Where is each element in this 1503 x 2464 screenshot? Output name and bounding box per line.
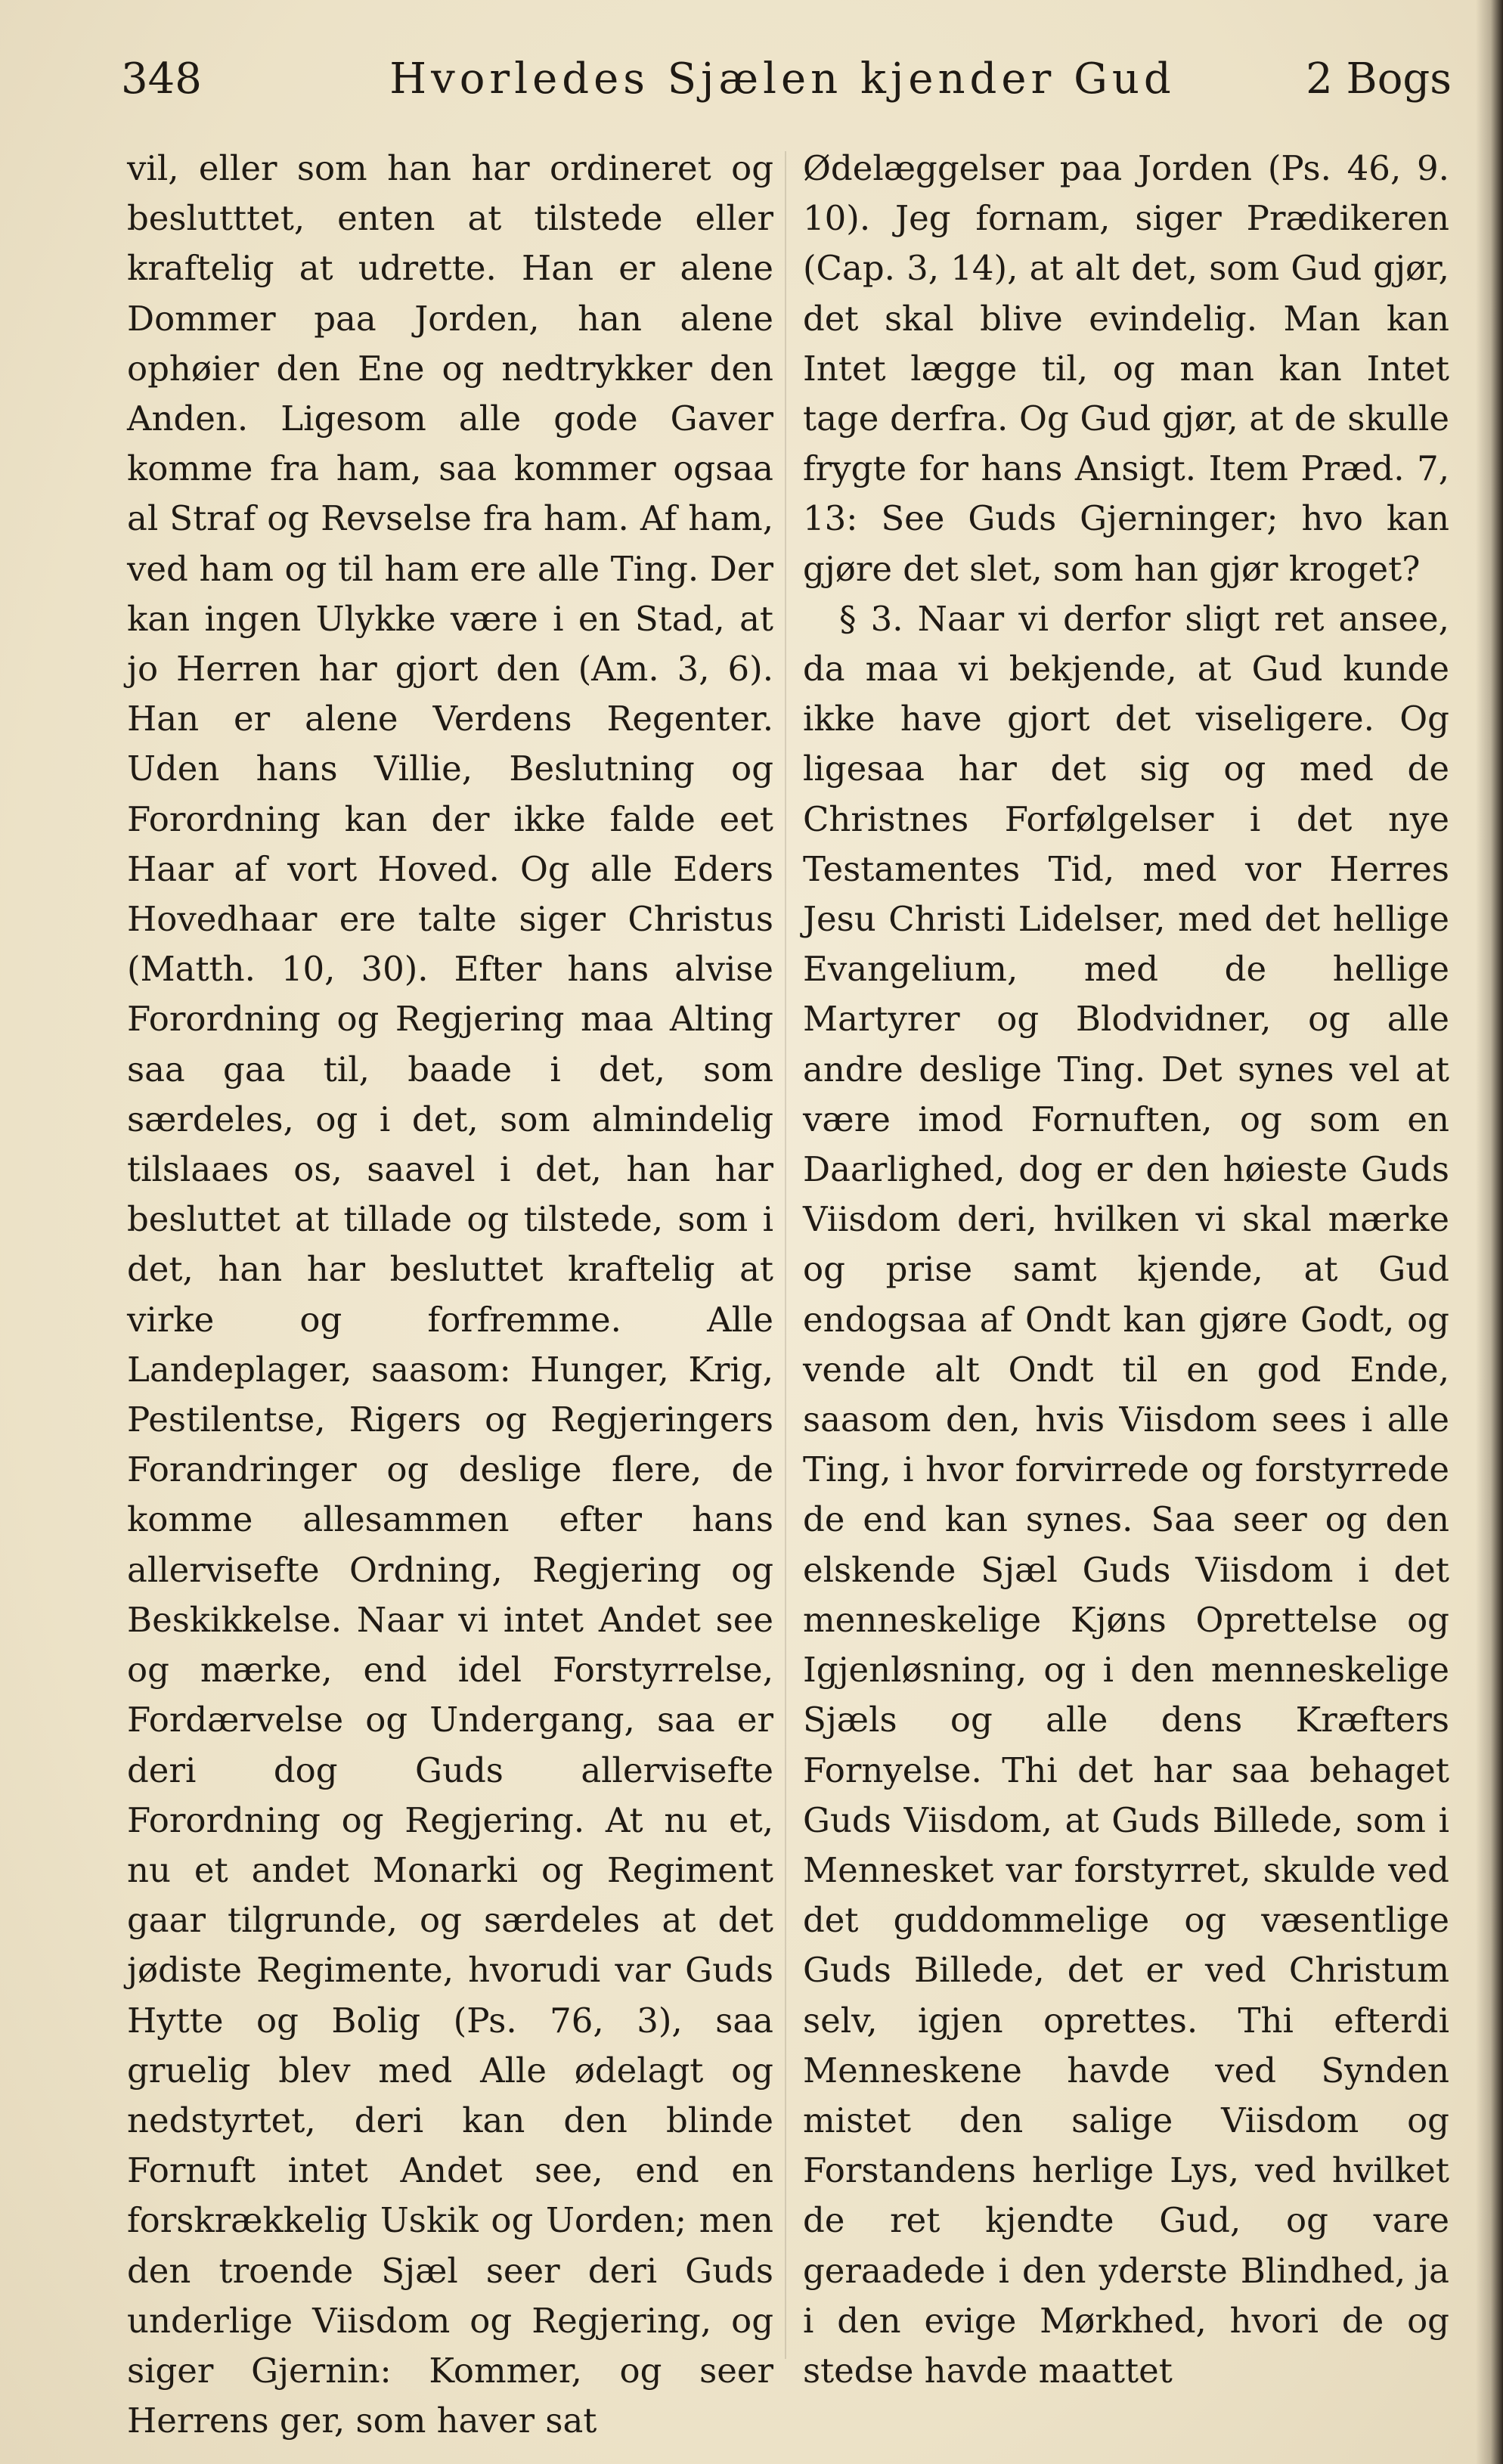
right-column-paragraph-2-text: Naar vi derfor sligt ret ansee, da maa vi bekjende, at Gud kunde ikke have gjort det viseligere. Og ligesaa har det sig og med de Christnes Forfølgelser i det nye Testamentes Tid, med vor Herres Jesu Christi Lidelser, med det hellige Evangelium, med de hellige Martyrer og Blodvidner, og alle andre deslige Ting. Det synes vel at være imod Fornuften, og som en Daarlighed, dog er den høieste Guds Viisdom deri, hvilken vi skal mærke og prise samt kjende, at Gud endogsaa af Ondt kan gjøre Godt, og vende alt Ondt til en god Ende, saasom den, hvis Viisdom sees i alle Ting, i hvor forvirrede og forstyrrede de end kan synes. Saa seer og den elskende Sjæl Guds Viisdom i det menneskelige Kjøns Oprettelse og Igjenløsning, og i den menneskelige Sjæls og alle dens Kræfters Fornyelse. Thi det har saa behaget Guds Viisdom, at Guds Billede, som i Mennesket var forstyrret, skulde ved det guddommelige og væsentlige Guds Billede, det er ved Christum selv, igjen oprettes. Thi efterdi Menneskene havde ved Synden mistet den salige Viisdom og Forstandens herlige Lys, ved hvilket de ret kjendte Gud, og vare geraadede i den yderste Blindhed, ja i den evige Mørkhed, hvori de og stedse havde maattet — [803, 598, 1449, 2391]
right-column-paragraph-1: Ødelæggelser paa Jorden (Ps. 46, 9. 10). Jeg fornam, siger Prædikeren (Cap. 3, 14), at alt det, som Gud gjør, det skal blive evindelig. Man kan Intet lægge til, og man kan Intet tage derfra. Og Gud gjør, at de skulle frygte for hans Ansigt. Item Præd. 7, 13: See Guds Gjerninger; hvo kan gjøre det slet, som han gjør kroget? — [803, 148, 1449, 589]
running-title: Hvorledes Sjælen kjender Gud — [389, 54, 1176, 104]
right-column — [803, 144, 1449, 2391]
page-header — [106, 45, 1459, 113]
column-divider — [785, 151, 786, 2359]
page-number: 348 — [121, 54, 202, 104]
section-reference: 2 Bogs — [1306, 54, 1452, 104]
section-marker: § 3. — [839, 598, 903, 639]
page-edge-shadow — [1476, 0, 1503, 2464]
right-column-paragraph-2 — [803, 594, 1449, 2396]
left-column — [127, 144, 773, 2441]
left-column-text: vil, eller som han har ordineret og beslutttet, enten at tilstede eller kraftelig at udrette. Han er alene Dommer paa Jorden, han alene ophøier den Ene og nedtrykker den Anden. Ligesom alle gode Gaver komme fra ham, saa kommer ogsaa al Straf og Revselse fra ham. Af ham, ved ham og til ham ere alle Ting. Der kan ingen Ulykke være i en Stad, at jo Herren har gjort den (Am. 3, 6). Han er alene Verdens Regenter. Uden hans Villie, Beslutning og Forordning kan der ikke falde eet Haar af vort Hoved. Og alle Eders Hovedhaar ere talte siger Christus (Matth. 10, 30). Efter hans alvise Forordning og Regjering maa Alting saa gaa til, baade i det, som særdeles, og i det, som almindelig tilslaaes os, saavel i det, han har besluttet at tillade og tilstede, som i det, han har besluttet kraftelig at virke og forfremme. Alle Landeplager, saasom: Hunger, Krig, Pestilentse, Rigers og Regjeringers Forandringer og deslige flere, de komme allesammen efter hans allervisefte Ordning, Regjering og Beskikkelse. Naar vi intet Andet see og mærke, end idel Forstyrrelse, Fordærvelse og Undergang, saa er deri dog Guds allervisefte Forordning og Regjering. At nu et, nu et andet Monarki og Regiment gaar tilgrunde, og særdeles at det jødiste Regimente, hvorudi var Guds Hytte og Bolig (Ps. 76, 3), saa gruelig blev med Alle ødelagt og nedstyrtet, deri kan den blinde Fornuft intet Andet see, end en forskrækkelig Uskik og Uorden; men den troende Sjæl seer deri Guds underlige Viisdom og Regjering, og siger Gjernin: Kommer, og seer Herrens ger, som haver sat — [127, 148, 773, 2441]
